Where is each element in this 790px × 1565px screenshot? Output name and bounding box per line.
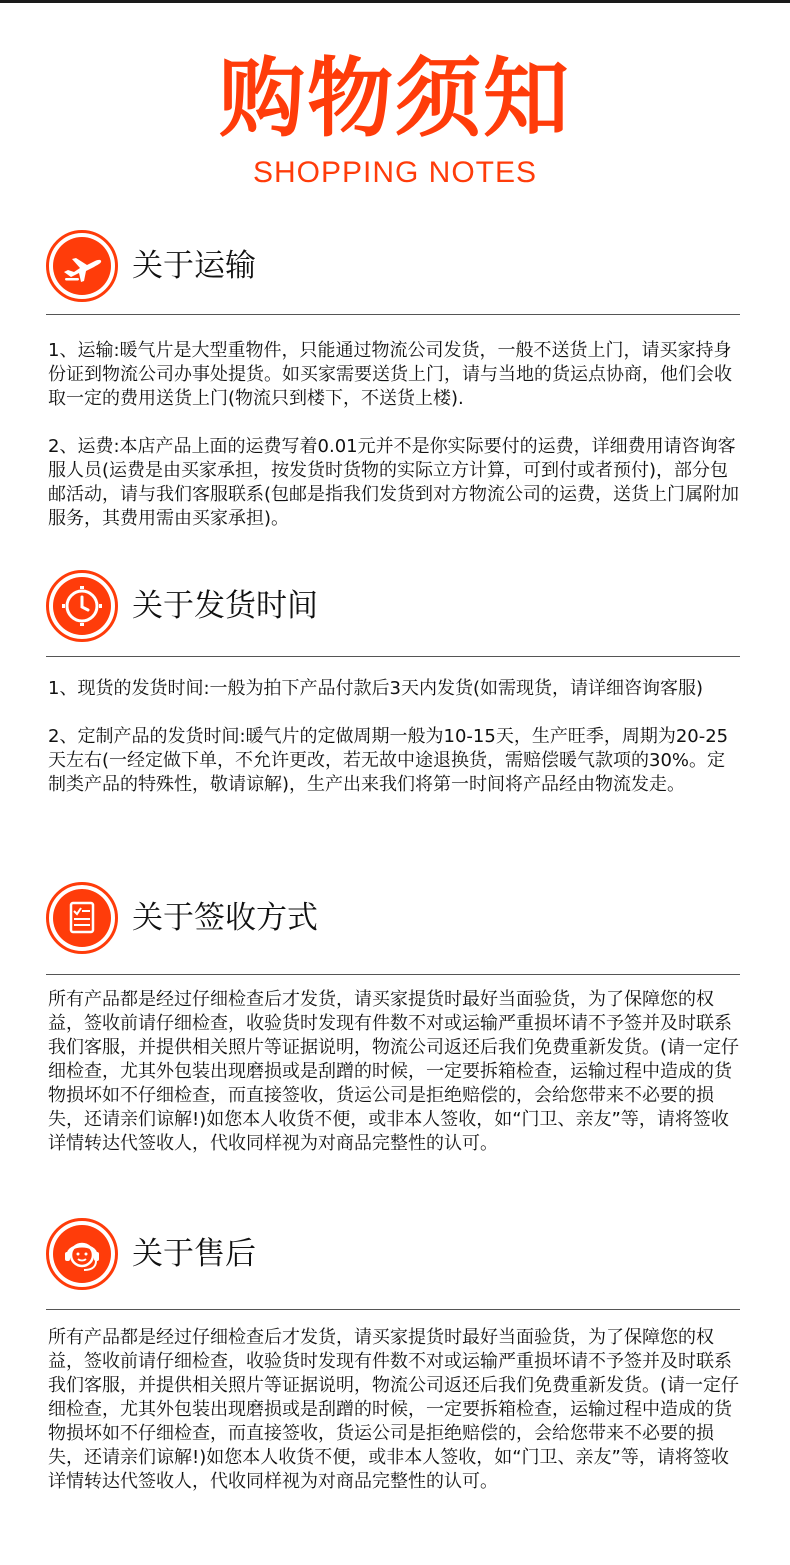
customer-service-icon	[46, 1218, 118, 1290]
page-header	[0, 49, 790, 189]
section-title: 关于签收方式	[132, 900, 318, 936]
section-title: 关于售后	[132, 1236, 256, 1272]
section-divider	[46, 1309, 740, 1310]
section-header	[46, 1218, 740, 1290]
section-header	[46, 570, 740, 642]
section-divider	[46, 974, 740, 975]
paragraph: 1、运输:暖气片是大型重物件，只能通过物流公司发货，一般不送货上门，请买家持身份证到物流公司办事处提货。如买家需要送货上门，请与当地的货运点协商，他们会收取一定的费用送货上门(物流只到楼下，不送货上楼).	[48, 340, 732, 409]
checklist-icon	[46, 882, 118, 954]
section-after-sales	[46, 1218, 740, 1492]
section-header	[46, 882, 740, 954]
paragraph: 所有产品都是经过仔细检查后才发货，请买家提货时最好当面验货，为了保障您的权益，签收前请仔细检查，收验货时发现有件数不对或运输严重损坏请不予签并及时联系我们客服，并提供相关照片等证据说明，物流公司返还后我们免费重新发货。(请一定仔细检查，尤其外包装出现磨损或是刮蹭的时候，一定要拆箱检查，运输过程中造成的货物损坏如不仔细检查，而直接签收，货运公司是拒绝赔偿的，会给您带来不必要的损失，还请亲们谅解!)如您本人收货不便，或非本人签收，如“门卫、亲友”等，请将签收详情转达代签收人，代收同样视为对商品完整性的认可。	[48, 989, 740, 1154]
section-shipping-time	[46, 570, 740, 795]
paragraph: 所有产品都是经过仔细检查后才发货，请买家提货时最好当面验货，为了保障您的权益，签收前请仔细检查，收验货时发现有件数不对或运输严重损坏请不予签并及时联系我们客服，并提供相关照片等证据说明，物流公司返还后我们免费重新发货。(请一定仔细检查，尤其外包装出现磨损或是刮蹭的时候，一定要拆箱检查，运输过程中造成的货物损坏如不仔细检查，而直接签收，货运公司是拒绝赔偿的，会给您带来不必要的损失，还请亲们谅解!)如您本人收货不便，或非本人签收，如“门卫、亲友”等，请将签收详情转达代签收人，代收同样视为对商品完整性的认可。	[48, 1327, 740, 1492]
airplane-icon	[46, 230, 118, 302]
section-body	[48, 1326, 742, 1518]
section-body	[48, 339, 742, 555]
section-signing	[46, 882, 740, 1154]
section-body	[48, 677, 742, 821]
paragraph: 2、定制产品的发货时间:暖气片的定做周期一般为10-15天，生产旺季，周期为20-25天左右(一经定做下单，不允许更改，若无故中途退换货，需赔偿暖气款项的30%。定制类产品的特殊性，敬请谅解)，生产出来我们将第一时间将产品经由物流发走。	[48, 726, 729, 795]
section-divider	[46, 656, 740, 657]
clock-icon	[46, 570, 118, 642]
section-header	[46, 230, 740, 302]
paragraph: 2、运费:本店产品上面的运费写着0.01元并不是你实际要付的运费，详细费用请咨询客服人员(运费是由买家承担，按发货时货物的实际立方计算，可到付或者预付)，部分包邮活动，请与我们客服联系(包邮是指我们发货到对方物流公司的运费，送货上门属附加服务，其费用需由买家承担)。	[48, 436, 740, 529]
page-subtitle: SHOPPING NOTES	[252, 156, 538, 189]
paragraph: 1、现货的发货时间:一般为拍下产品付款后3天内发货(如需现货，请详细咨询客服)	[48, 678, 704, 699]
section-divider	[46, 314, 740, 315]
section-title: 关于运输	[132, 248, 256, 284]
section-title: 关于发货时间	[132, 588, 318, 624]
section-body	[48, 988, 742, 1180]
page-title: 购物须知	[219, 49, 571, 149]
top-divider	[0, 0, 790, 3]
section-shipping	[46, 230, 740, 529]
